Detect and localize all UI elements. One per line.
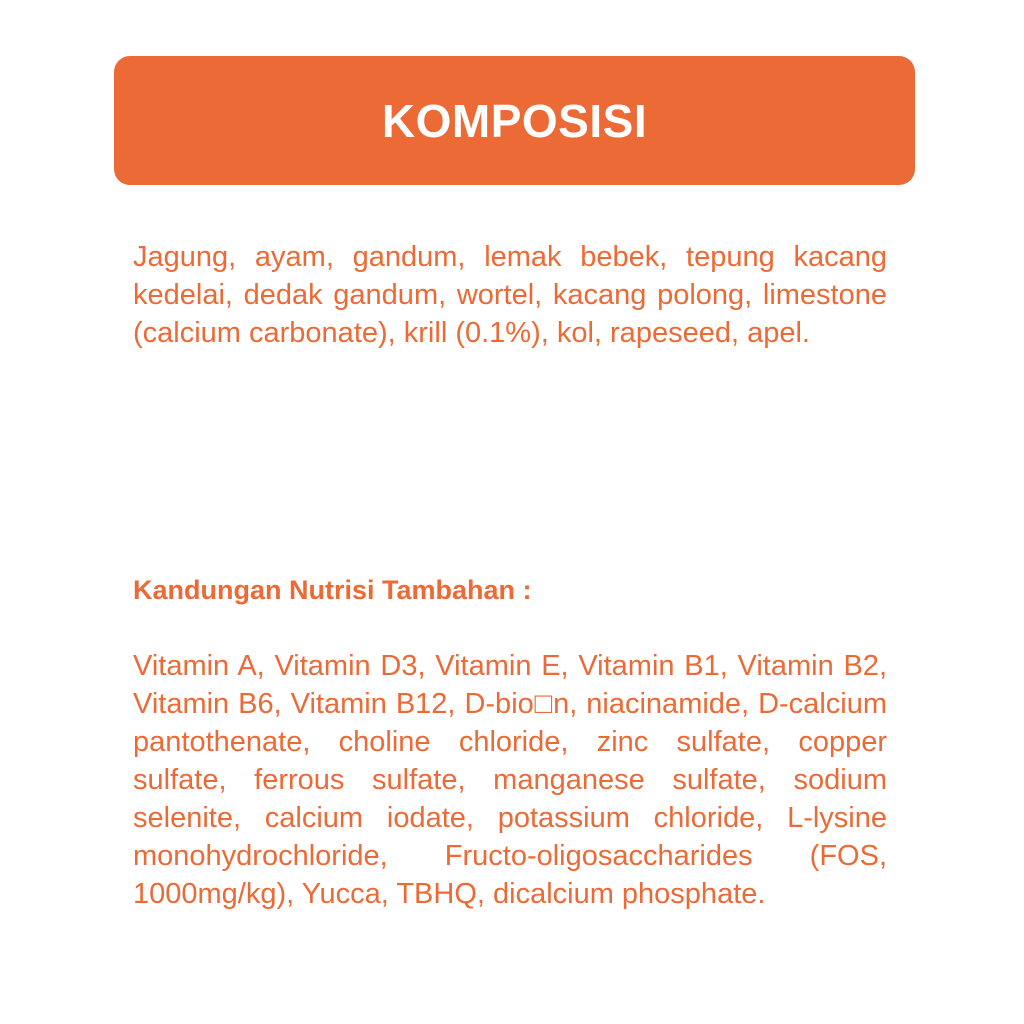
ingredients-text: Jagung, ayam, gandum, lemak bebek, tepung kacang kedelai, dedak gandum, wortel, kacang polong, limestone (calcium carbonate), krill (0.1%), kol, rapeseed, apel. (133, 241, 887, 349)
header-banner (114, 56, 915, 185)
nutrition-heading: Kandungan Nutrisi Tambahan : (133, 575, 532, 605)
nutrition-text: Vitamin A, Vitamin D3, Vitamin E, Vitamin B1, Vitamin B2, Vitamin B6, Vitamin B12, D-bio□n, niacinamide, D-calcium pantothenate, choline chloride, zinc sulfate, copper sulfate, ferrous sulfate, manganese sulfate, sodium selenite, calcium iodate, potassium chloride, L-lysine monohydrochloride, Fructo-oligosaccharides (FOS, 1000mg/kg), Yucca, TBHQ, dicalcium phosphate. (133, 650, 887, 910)
page-title: KOMPOSISI (381, 94, 648, 147)
